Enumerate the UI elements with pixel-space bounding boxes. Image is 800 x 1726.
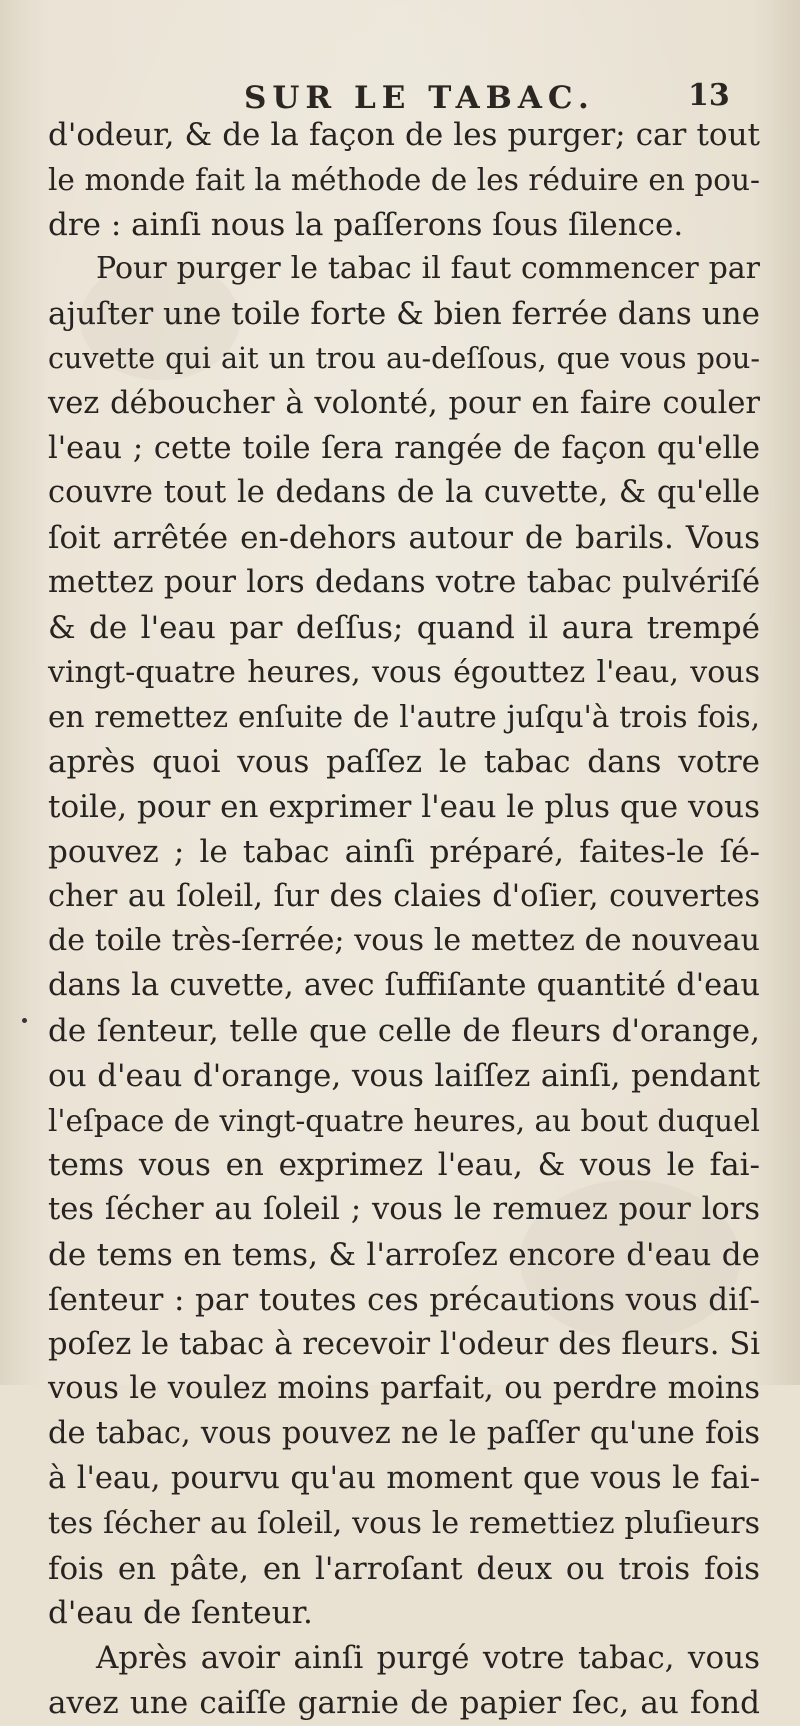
text-line: ajuſter une toile forte & bien ferrée dans une bbox=[48, 296, 760, 333]
text-line: & de l'eau par deſſus; quand il aura trempé bbox=[48, 609, 760, 646]
text-line: de tabac, vous pouvez ne le paſſer qu'une fois bbox=[48, 1416, 760, 1452]
text-line: vez déboucher à volonté, pour en faire couler bbox=[48, 385, 760, 421]
text-line: pouvez ; le tabac ainſi préparé, faites-le ſé- bbox=[48, 833, 760, 870]
text-line: fois en pâte, en l'arroſant deux ou trois fois bbox=[48, 1550, 760, 1587]
text-line: Après avoir ainſi purgé votre tabac, vous bbox=[96, 1640, 760, 1677]
text-line: couvre tout le dedans de la cuvette, & qu'elle bbox=[48, 475, 760, 511]
text-line: mettez pour lors dedans votre tabac pulvériſé bbox=[48, 564, 760, 600]
text-line: avez une caiſſe garnie de papier ſec, au fond bbox=[48, 1684, 760, 1721]
text-line: vous le voulez moins parfait, ou perdre moins bbox=[48, 1371, 760, 1407]
text-line: ou d'eau d'orange, vous laiſſez ainſi, pendant bbox=[48, 1057, 760, 1094]
text-line: dans la cuvette, avec ſuffiſante quantité d'eau bbox=[48, 968, 760, 1004]
text-line: dre : ainſi nous la paſſerons ſous ſilence. bbox=[48, 206, 684, 243]
text-line: à l'eau, pourvu qu'au moment que vous le fai- bbox=[48, 1460, 760, 1496]
running-title: SUR LE TABAC. bbox=[244, 80, 595, 116]
text-line: l'eau ; cette toile ſera rangée de façon qu'elle bbox=[48, 430, 760, 466]
text-line: après quoi vous paſſez le tabac dans votre bbox=[48, 744, 760, 781]
text-line: toile, pour en exprimer l'eau le plus que vous bbox=[48, 788, 760, 825]
text-line: poſez le tabac à recevoir l'odeur des fleurs. Si bbox=[48, 1326, 760, 1362]
text-line: d'odeur, & de la façon de les purger; car tout bbox=[48, 117, 760, 153]
text-line: tems vous en exprimez l'eau, & vous le fai- bbox=[48, 1147, 760, 1184]
text-line: tes ſécher au ſoleil ; vous le remuez pour lors bbox=[48, 1192, 760, 1228]
text-line: vingt-quatre heures, vous égouttez l'eau, vous bbox=[48, 654, 760, 690]
text-line: tes ſécher au ſoleil, vous le remettiez pluſieurs bbox=[48, 1505, 760, 1541]
text-line: d'eau de ſenteur. bbox=[48, 1595, 313, 1632]
page-number: 13 bbox=[688, 78, 730, 113]
text-line: l'eſpace de vingt-quatre heures, au bout duquel bbox=[48, 1103, 760, 1138]
text-line: le monde fait la méthode de les réduire en pou- bbox=[48, 162, 760, 197]
text-line: ſoit arrêtée en-dehors autour de barils. Vous bbox=[48, 520, 760, 557]
text-line: de tems en tems, & l'arroſez encore d'eau de bbox=[48, 1236, 760, 1273]
text-line: ſenteur : par toutes ces précautions vous diſ- bbox=[48, 1281, 760, 1318]
text-line: cher au ſoleil, ſur des claies d'oſier, couvertes bbox=[48, 878, 760, 914]
text-line: en remettez enſuite de l'autre juſqu'à trois fois, bbox=[48, 700, 760, 735]
text-line: de toile très-ſerrée; vous le mettez de nouveau bbox=[48, 923, 760, 959]
margin-mark bbox=[22, 1018, 27, 1023]
text-line: Pour purger le tabac il faut commencer par bbox=[96, 251, 760, 287]
body-text bbox=[48, 113, 760, 1726]
text-line: de ſenteur, telle que celle de fleurs d'orange, bbox=[48, 1012, 760, 1049]
text-line: cuvette qui ait un trou au-deſſous, que vous pou- bbox=[48, 341, 760, 375]
